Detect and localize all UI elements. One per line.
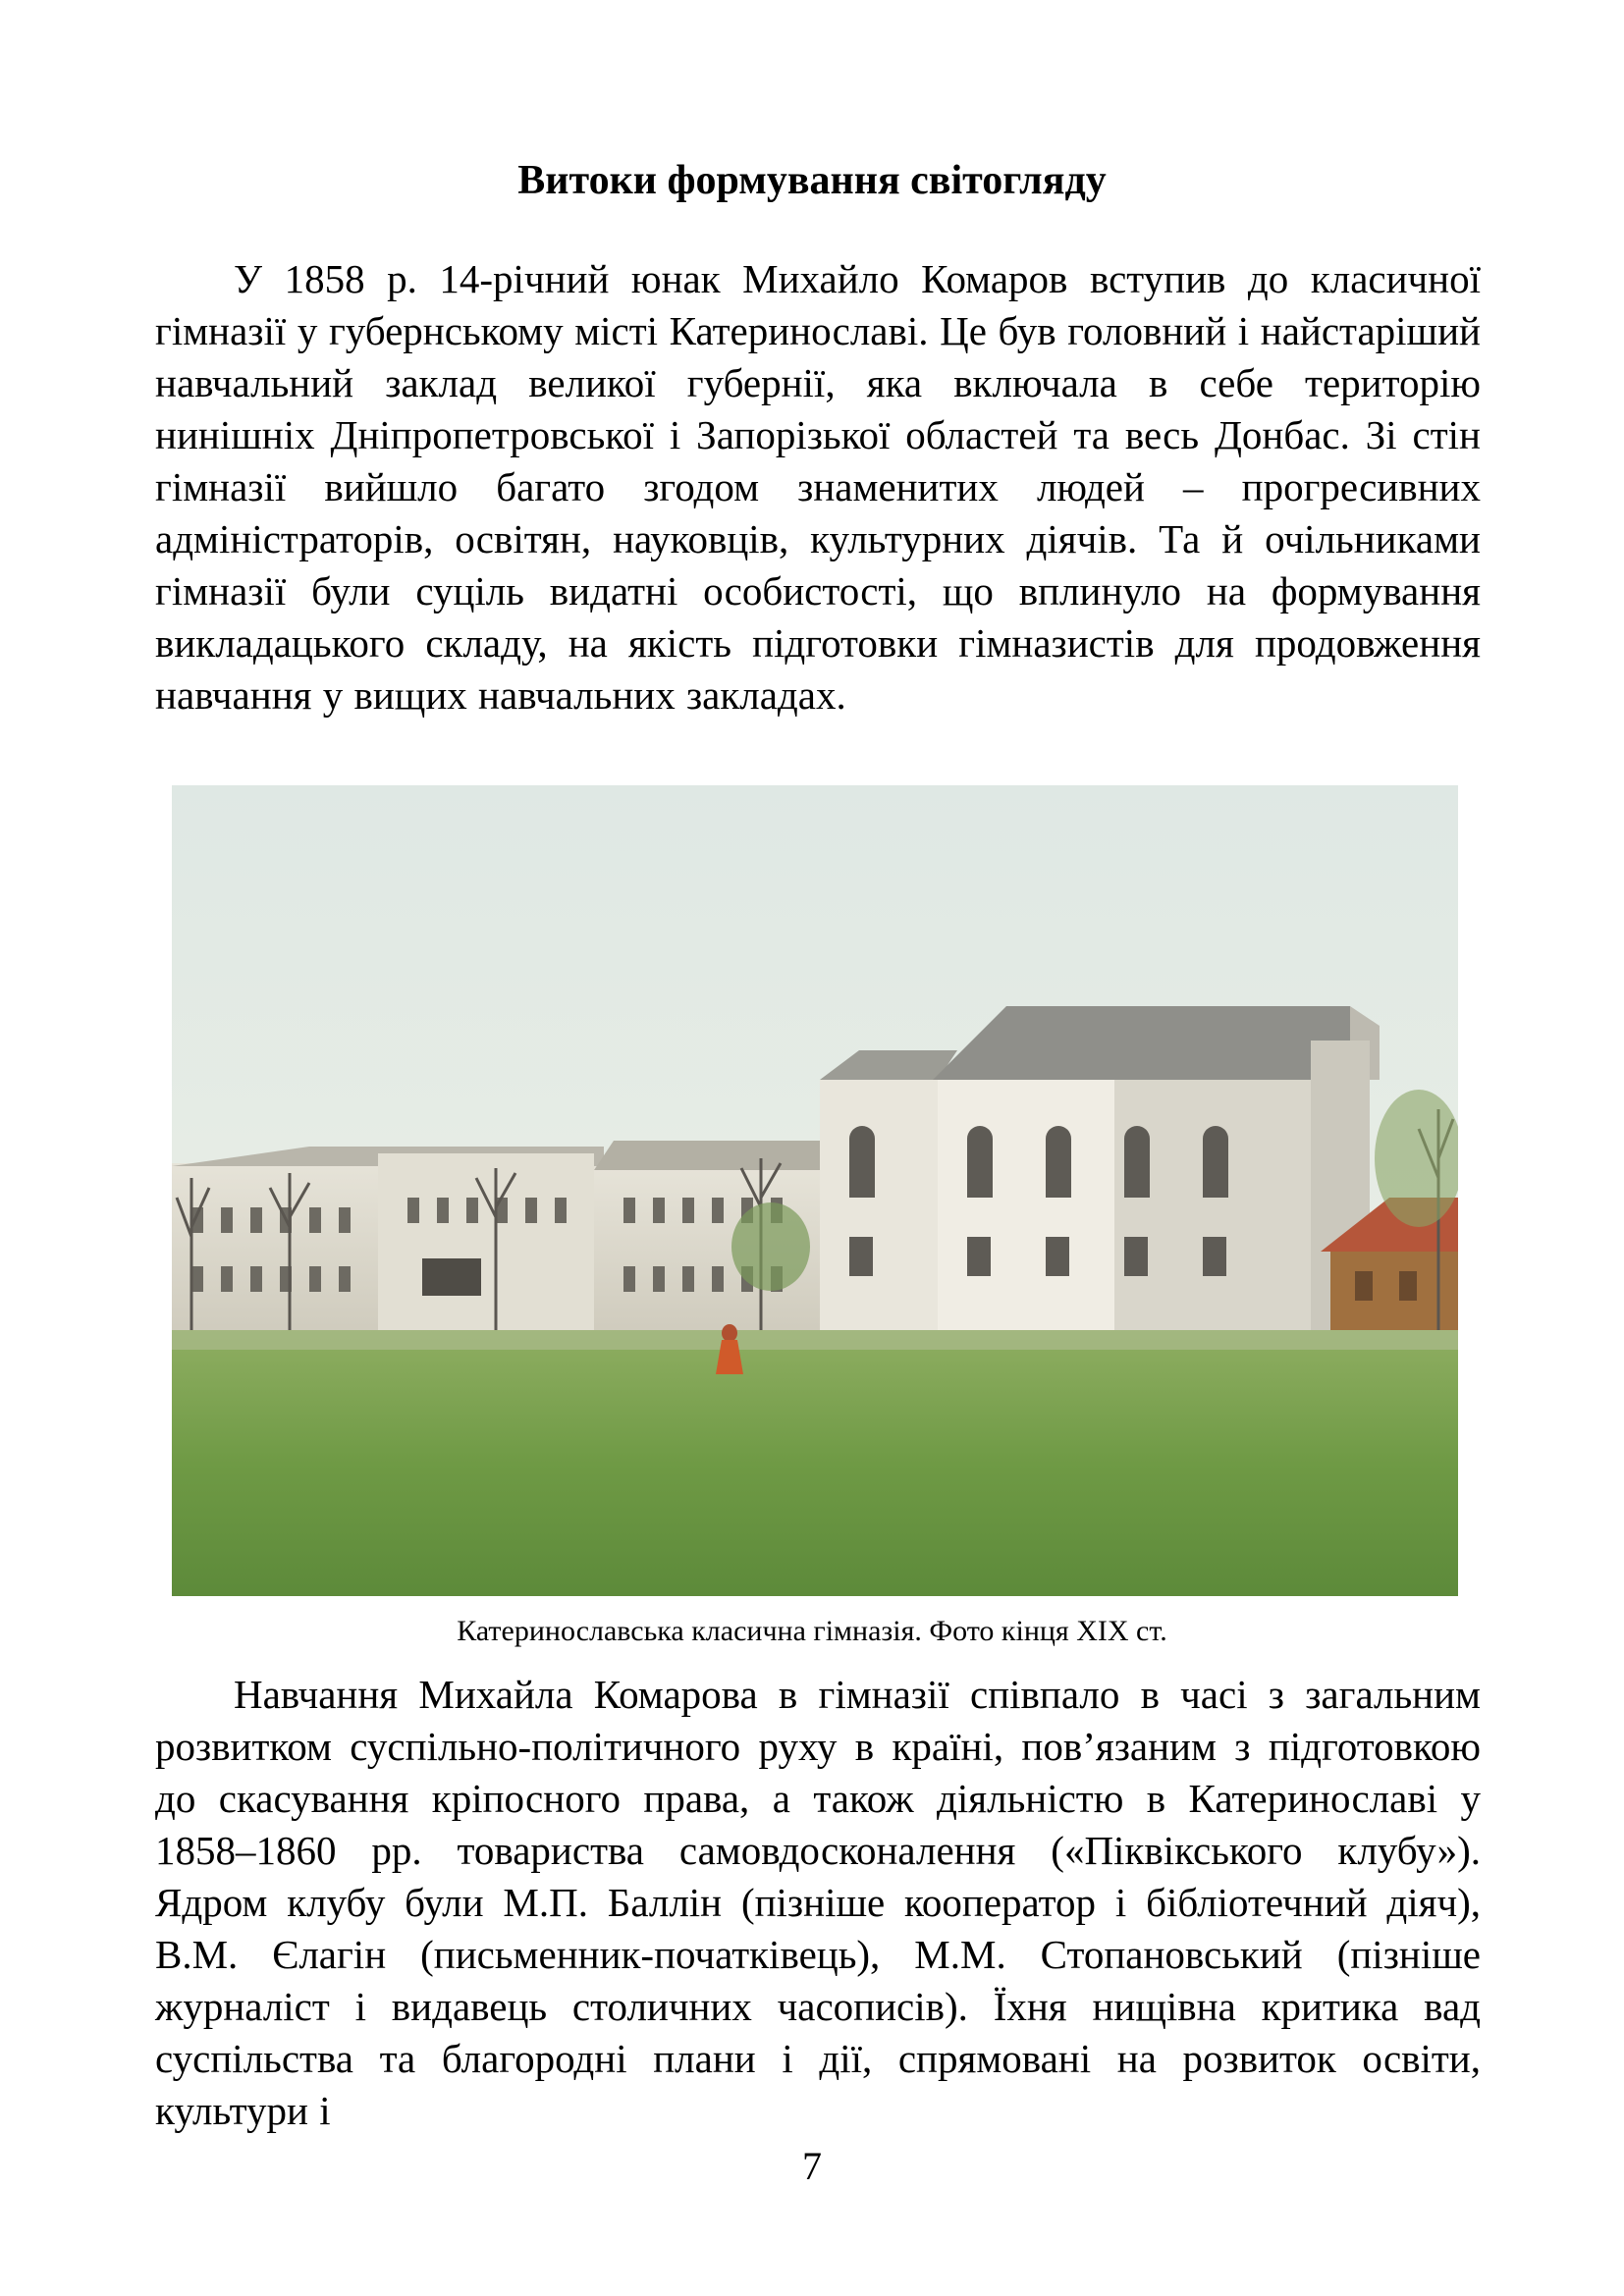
page-title: Витоки формування світогляду — [517, 158, 1107, 203]
body-paragraph-2: Навчання Михайла Комарова в гімназії співпало в часі з загальним розвитком суспільно-політичного руху в країні, пов’язаним з підготовкою до скасування кріпосного права, а також діяльністю в Катеринославі у 1858–1860 рр. товариства самовдосконалення («Піквікського клубу»). Ядром клубу були М.П. Баллін (пізніше кооператор і бібліотечний діяч), В.М. Єлагін (письменник-початківець), М.М. Стопановський (пізніше журналіст і видавець столичних часописів). Їхня нищівна критика вад суспільства та благородні плани і дії, спрямовані на розвиток освіти, культури і — [155, 1672, 1481, 2133]
page-number: 7 — [802, 2144, 822, 2188]
photo-caption: Катеринославська класична гімназія. Фото кінця XIX ст. — [457, 1615, 1167, 1647]
body-paragraph-1: У 1858 р. 14-річний юнак Михайло Комаров вступив до класичної гімназії у губернському місті Катеринославі. Це був головний і найстаріший навчальний заклад великої губернії, яка включала в себе територію нинішніх Дніпропетровської і Запорізької областей та весь Донбас. Зі стін гімназії вийшло багато згодом знаменитих людей – прогресивних адміністраторів, освітян, науковців, культурних діячів. Та й очільниками гімназії були суціль видатні особистості, що вплинуло на формування викладацького складу, на якість підготовки гімназистів для продовження навчання у вищих навчальних закладах. — [155, 256, 1481, 718]
gymnasium-photo — [172, 785, 1458, 1596]
